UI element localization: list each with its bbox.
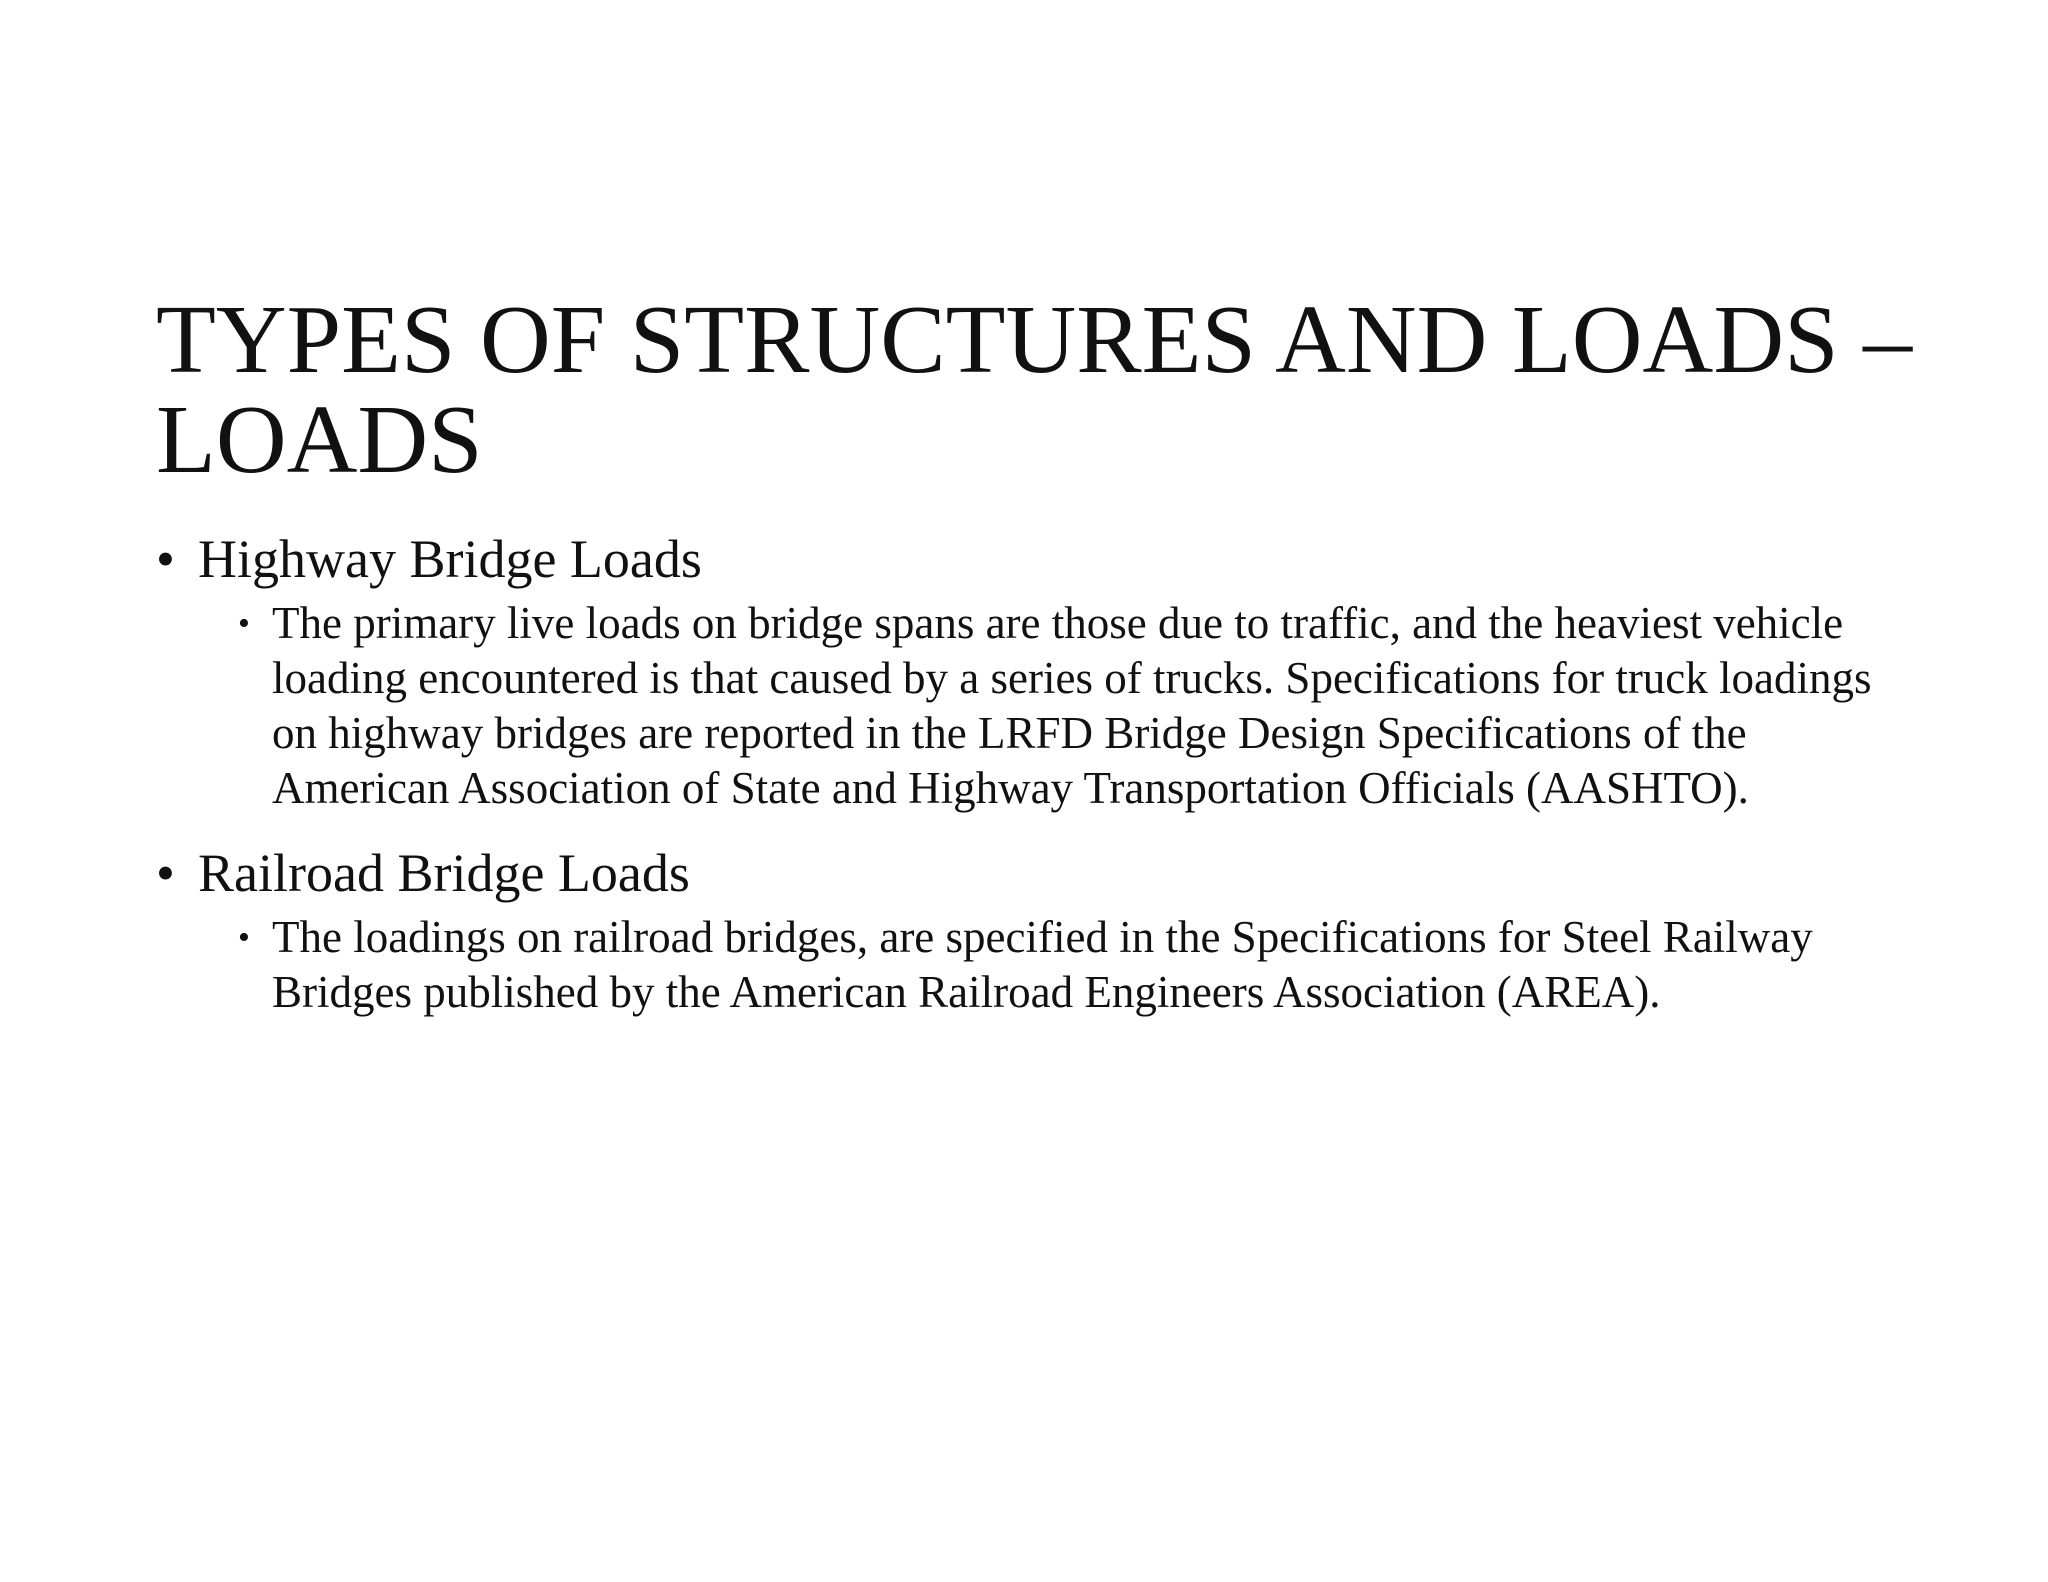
sub-bullet-icon: • [238, 605, 250, 642]
section-highway [156, 528, 1916, 816]
bullet-railroad-heading [156, 842, 1916, 904]
highway-detail-text: The primary live loads on bridge spans are those due to traffic, and the heaviest vehicle loading encountered is that caused by a series of trucks. Specifications for truck loadings on highway bridges are reported in the LRFD Bridge Design Specifications of the American Association of State and Highway Transportation Officials (AASHTO). [272, 598, 1872, 813]
railroad-detail-text: The loadings on railroad bridges, are specified in the Specifications for Steel Railway Bridges published by the American Railroad Engineers Association (AREA). [272, 912, 1813, 1017]
slide-title: TYPES OF STRUCTURES AND LOADS – LOADS [156, 286, 1913, 494]
sub-bullet-icon: • [238, 919, 250, 956]
highway-heading-text: Highway Bridge Loads [198, 529, 702, 589]
bullet-highway-detail [156, 596, 1916, 816]
section-railroad [156, 842, 1916, 1020]
bullet-icon: • [156, 843, 175, 903]
slide-content [156, 528, 1916, 1020]
bullet-railroad-detail [156, 910, 1916, 1020]
railroad-heading-text: Railroad Bridge Loads [198, 843, 690, 903]
bullet-highway-heading [156, 528, 1916, 590]
bullet-icon: • [156, 529, 175, 589]
